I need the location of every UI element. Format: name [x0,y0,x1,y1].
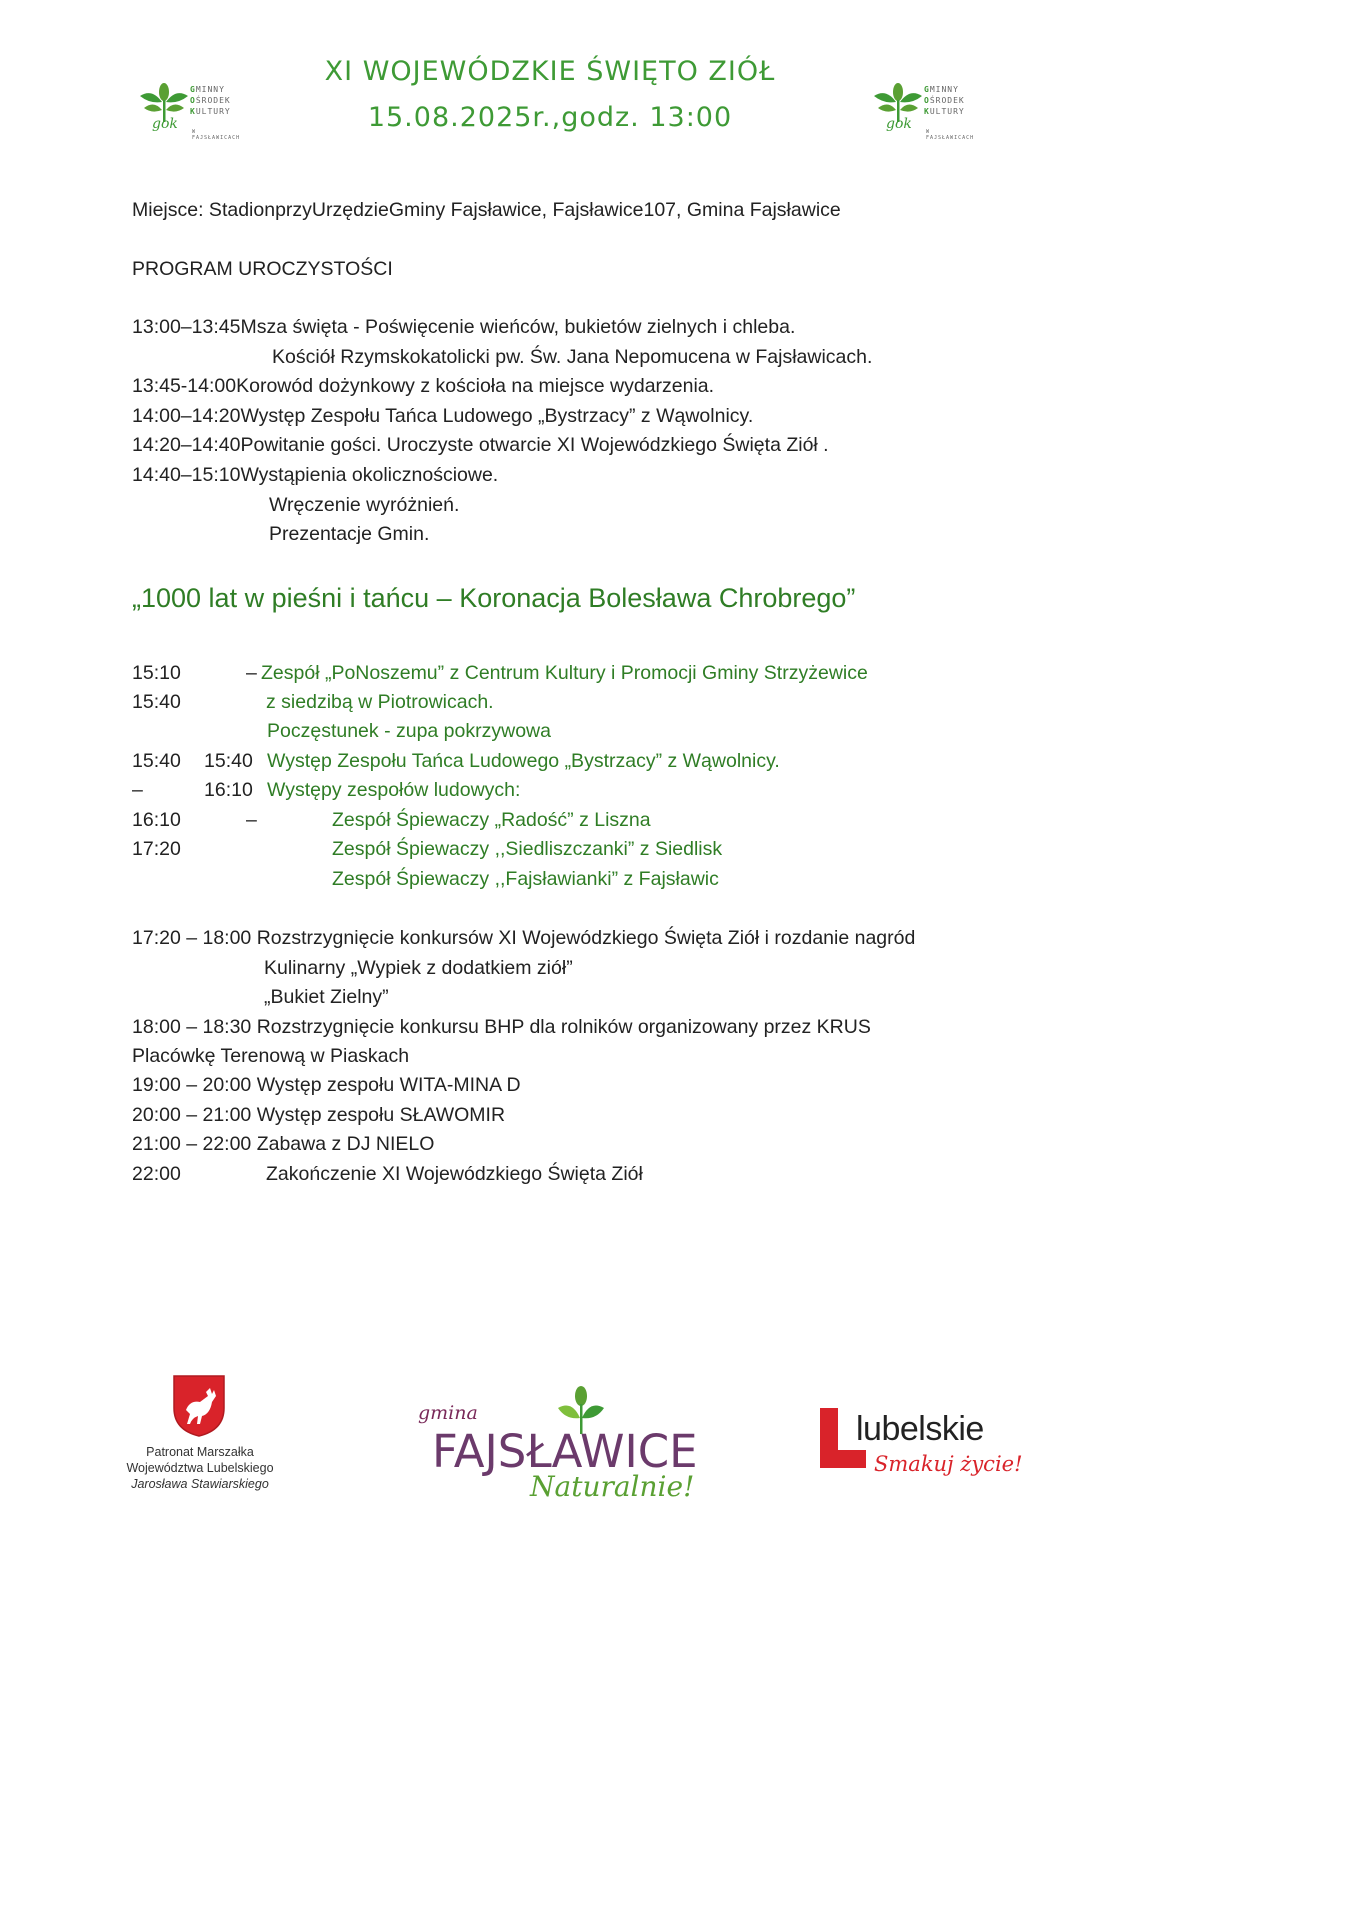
event-place: Miejsce: StadionprzyUrzędzieGminy Fajsławice, Fajsławice107, Gmina Fajsławice [132,199,841,221]
fajslawice-logo-text: FAJSŁAWICE [432,1425,698,1478]
program-item: 14:00–14:20Występ Zespołu Tańca Ludowego „Bystrzacy” z Wąwolnicy. [132,405,754,427]
lublin-coat-of-arms-icon [172,1374,226,1438]
section-item: Występy zespołów ludowych: [267,779,521,801]
bullet-item: Zespół Śpiewaczy ,,Fajsławianki” z Fajsławic [332,868,719,890]
gok-logo-left: gok GMINNY OŚRODEK KULTURY W FAJSŁAWICACH [138,82,238,152]
program-item: 13:45-14:00Korowód dożynkowy z kościoła na miejsce wydarzenia. [132,375,715,397]
gok-text: gok [886,116,912,132]
program-item: Kościół Rzymskokatolicki pw. Św. Jana Nepomucena w Fajsławicach. [272,346,873,368]
section-time: 15:40 [132,750,181,772]
program-title: PROGRAM UROCZYSTOŚCI [132,258,393,280]
program-item: Placówkę Terenową w Piaskach [132,1045,410,1067]
program-item: „Bukiet Zielny” [264,986,389,1008]
program-item: Prezentacje Gmin. [269,523,430,545]
section-time: 15:10 [132,662,181,684]
program-item: 17:20 – 18:00 Rozstrzygnięcie konkursów XI Wojewódzkiego Święta Ziół i rozdanie nagród [132,927,916,949]
lubelskie-slogan: Smakuj życie! [874,1452,1023,1476]
program-item: 20:00 – 21:00 Występ zespołu SŁAWOMIR [132,1104,506,1126]
section-time: 16:10 [132,809,181,831]
program-item: Kulinarny „Wypiek z dodatkiem ziół” [264,957,573,979]
program-item: 19:00 – 20:00 Występ zespołu WITA-MINA D [132,1074,521,1096]
fajslawice-gmina-label: gmina [418,1402,478,1424]
program-item: 18:00 – 18:30 Rozstrzygnięcie konkursu BHP dla rolników organizowany przez KRUS [132,1016,871,1038]
lubelskie-logo-text: lubelskie [856,1410,984,1448]
section-title: „1000 lat w pieśni i tańcu – Koronacja Bolesława Chrobrego” [132,583,856,613]
section-time: – [246,809,257,831]
bullet-item: Zespół Śpiewaczy „Radość” z Liszna [332,809,651,831]
program-item: Zakończenie XI Wojewódzkiego Święta Ziół [266,1163,643,1185]
section-time: 15:40 [132,691,181,713]
program-item: Wręczenie wyróżnień. [269,494,460,516]
patronat-caption: Patronat Marszałka Województwa Lubelskiego Jarosława Stawiarskiego [126,1445,274,1491]
section-item: Występ Zespołu Tańca Ludowego „Bystrzacy” z Wąwolnicy. [267,750,780,772]
section-time: 16:10 [204,779,253,801]
program-item: 22:00 [132,1163,181,1185]
section-time: – [246,662,257,684]
program-item: 14:40–15:10Wystąpienia okolicznościowe. [132,464,499,486]
page-subtitle: 15.08.2025r.,godz. 13:00 [367,102,733,133]
section-time: 15:40 [204,750,253,772]
section-time: – [132,779,143,801]
bullet-item: Zespół Śpiewaczy ,,Siedliszczanki” z Siedlisk [332,838,723,860]
program-item: 13:00–13:45Msza święta - Poświęcenie wieńców, bukietów zielnych i chleba. [132,316,796,338]
section-time: 17:20 [132,838,181,860]
section-item: z siedzibą w Piotrowicach. [266,691,494,713]
fajslawice-slogan: Naturalnie! [530,1470,695,1503]
program-item: 14:20–14:40Powitanie gości. Uroczyste otwarcie XI Wojewódzkiego Święta Ziół . [132,434,829,456]
program-item: 21:00 – 22:00 Zabawa z DJ NIELO [132,1133,435,1155]
page-title: XI WOJEWÓDZKIE ŚWIĘTO ZIÓŁ [324,56,776,87]
section-item: Poczęstunek - zupa pokrzywowa [267,720,551,742]
section-item: Zespół „PoNoszemu” z Centrum Kultury i Promocji Gminy Strzyżewice [261,662,868,684]
gok-logo-right: gok GMINNY OŚRODEK KULTURY W FAJSŁAWICACH [872,82,972,152]
gok-text: gok [152,116,178,132]
